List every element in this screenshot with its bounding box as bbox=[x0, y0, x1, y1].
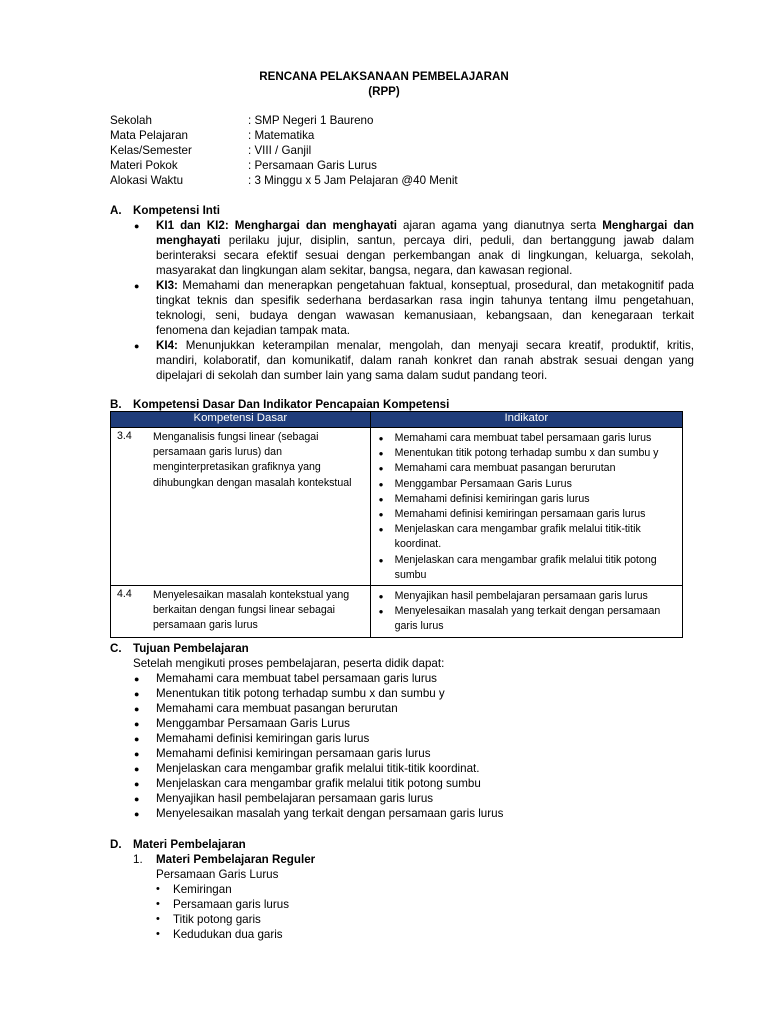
indicator-item: ● Memahami cara membuat pasangan berurutan bbox=[371, 461, 682, 476]
objective-item: Menyelesaikan masalah yang terkait dengan persamaan garis lurus bbox=[156, 807, 504, 820]
section-d-heading: Materi Pembelajaran bbox=[133, 838, 246, 851]
bullet-icon: • bbox=[156, 928, 160, 940]
identity-value: : Persamaan Garis Lurus bbox=[248, 159, 377, 172]
indicator-item: ● Menyajikan hasil pembelajaran persamaan garis lurus bbox=[371, 589, 682, 604]
material-item: Kemiringan bbox=[173, 883, 232, 896]
objective-item: Memahami cara membuat tabel persamaan garis lurus bbox=[156, 672, 437, 685]
material-topic: Persamaan Garis Lurus bbox=[156, 868, 279, 881]
ki12-line-3: berinteraksi secara efektif sesuai dengan perkembangan anak di lingkungan, keluarga, sekolah, bbox=[156, 249, 694, 262]
ki3-line-3: teknologi, seni, budaya dengan wawasan kemanusiaan, kebangsaan, dan kenegaraan terkait bbox=[156, 309, 694, 322]
kd-text-line: berkaitan dengan fungsi linear sebagai bbox=[153, 604, 335, 617]
objective-item: Menyajikan hasil pembelajaran persamaan garis lurus bbox=[156, 792, 434, 805]
indicator-item: ● Menjelaskan cara mengambar grafik melalui titik-titik koordinat. bbox=[371, 522, 682, 552]
ki12-line-4: masyarakat dan lingkungan alam sekitar, bangsa, negara, dan kawasan regional. bbox=[156, 264, 573, 277]
bullet-icon: • bbox=[156, 898, 160, 910]
ki4-line-1: KI4: Menunjukkan keterampilan menalar, mengolah, dan menyaji secara kreatif, produktif, kritis, bbox=[156, 339, 694, 352]
bullet-icon: ● bbox=[134, 809, 140, 819]
bullet-icon: ● bbox=[134, 674, 140, 684]
identity-label: Kelas/Semester bbox=[110, 144, 192, 157]
bullet-icon: ● bbox=[134, 341, 140, 351]
objective-item: Menggambar Persamaan Garis Lurus bbox=[156, 717, 350, 730]
section-b-letter: B. bbox=[110, 398, 122, 411]
kd-number: 4.4 bbox=[117, 588, 132, 601]
bullet-icon: ● bbox=[134, 719, 140, 729]
material-item: Kedudukan dua garis bbox=[173, 928, 283, 941]
bullet-icon: ● bbox=[134, 764, 140, 774]
material-item: Persamaan garis lurus bbox=[173, 898, 289, 911]
kd-text-line: Menganalisis fungsi linear (sebagai bbox=[153, 431, 319, 443]
indicator-item: ● Menggambar Persamaan Garis Lurus bbox=[371, 477, 682, 492]
material-item: Titik potong garis bbox=[173, 913, 261, 926]
kd-number: 3.4 bbox=[117, 430, 132, 442]
objective-item: Memahami definisi kemiringan persamaan garis lurus bbox=[156, 747, 431, 760]
table-header-row bbox=[111, 412, 683, 428]
kd-text-line: menginterpretasikan grafiknya yang bbox=[153, 461, 321, 474]
section-b-heading: Kompetensi Dasar Dan Indikator Pencapaian Kompetensi bbox=[133, 398, 450, 411]
ki3-line-1: KI3: Memahami dan menerapkan pengetahuan faktual, konseptual, prosedural, dan metakognitif pada bbox=[156, 279, 694, 292]
objective-item: Menentukan titik potong terhadap sumbu x dan sumbu y bbox=[156, 687, 445, 700]
bullet-icon: ● bbox=[134, 689, 140, 699]
kd-cell bbox=[111, 428, 371, 586]
table-row bbox=[111, 586, 683, 638]
indicator-item: ● Memahami definisi kemiringan persamaan garis lurus bbox=[371, 507, 682, 522]
objective-item: Menjelaskan cara mengambar grafik melalui titik-titik koordinat. bbox=[156, 762, 480, 775]
bullet-icon: • bbox=[156, 913, 160, 925]
identity-label: Alokasi Waktu bbox=[110, 174, 184, 187]
subsection-number: 1. bbox=[133, 853, 143, 866]
objective-item: Memahami cara membuat pasangan berurutan bbox=[156, 702, 398, 715]
kd-text-line: persamaan garis lurus) dan bbox=[153, 446, 282, 459]
identity-value: : VIII / Ganjil bbox=[248, 144, 312, 157]
bullet-icon: ● bbox=[134, 704, 140, 714]
indicator-item: ● Menyelesaikan masalah yang terkait dengan persamaan garis lurus bbox=[371, 604, 682, 634]
ki4-line-2: mandiri, kolaboratif, dan komunikatif, dalam ranah konkret dan ranah abstrak sesuai dengan yang bbox=[156, 354, 694, 367]
document-subtitle: (RPP) bbox=[368, 85, 400, 98]
identity-value: : SMP Negeri 1 Baureno bbox=[248, 114, 374, 127]
section-a-letter: A. bbox=[110, 204, 122, 217]
competency-table bbox=[110, 411, 683, 638]
table-header-indikator: Indikator bbox=[370, 412, 682, 428]
ki12-line-1: KI1 dan KI2: Menghargai dan menghayati ajaran agama yang dianutnya serta Menghargai dan bbox=[156, 219, 694, 232]
table-header-kd: Kompetensi Dasar bbox=[111, 412, 371, 428]
subsection-heading: Materi Pembelajaran Reguler bbox=[156, 853, 316, 866]
ki3-line-2: tingkat teknis dan spesifik sederhana berdasarkan rasa ingin tahunya tentang ilmu pengetahuan, bbox=[156, 294, 694, 307]
bullet-icon: • bbox=[156, 883, 160, 895]
ki3-line-4: fenomena dan kejadian tampak mata. bbox=[156, 324, 350, 337]
identity-value: : Matematika bbox=[248, 129, 315, 142]
indicator-item: ● Memahami definisi kemiringan garis lurus bbox=[371, 492, 682, 507]
kd-text-line: dihubungkan dengan masalah kontekstual bbox=[153, 476, 352, 489]
indicator-item: ● Memahami cara membuat tabel persamaan garis lurus bbox=[371, 431, 682, 446]
identity-label: Materi Pokok bbox=[110, 159, 178, 172]
indicator-item: ● Menentukan titik potong terhadap sumbu x dan sumbu y bbox=[371, 446, 682, 461]
identity-label: Mata Pelajaran bbox=[110, 129, 188, 142]
section-c-letter: C. bbox=[110, 642, 122, 655]
indicator-cell bbox=[370, 428, 682, 586]
document-title: RENCANA PELAKSANAAN PEMBELAJARAN bbox=[259, 70, 509, 83]
ki4-line-3: dipelajari di sekolah dan sumber lain yang sama dalam sudut pandang teori. bbox=[156, 369, 548, 382]
bullet-icon: ● bbox=[134, 794, 140, 804]
kd-cell bbox=[111, 586, 371, 638]
bullet-icon: ● bbox=[134, 734, 140, 744]
indicator-cell bbox=[370, 586, 682, 638]
ki12-line-2: menghayati perilaku jujur, disiplin, santun, percaya diri, peduli, dan bertanggung jawab dalam bbox=[156, 234, 694, 247]
section-c-heading: Tujuan Pembelajaran bbox=[133, 642, 249, 655]
section-c-intro: Setelah mengikuti proses pembelajaran, peserta didik dapat: bbox=[133, 657, 445, 670]
kd-text-line: Menyelesaikan masalah kontekstual yang bbox=[153, 589, 350, 602]
table-row bbox=[111, 428, 683, 586]
identity-value: : 3 Minggu x 5 Jam Pelajaran @40 Menit bbox=[248, 174, 458, 187]
bullet-icon: ● bbox=[134, 779, 140, 789]
objective-item: Menjelaskan cara mengambar grafik melalui titik potong sumbu bbox=[156, 777, 481, 790]
indicator-item: ● Menjelaskan cara mengambar grafik melalui titik potong sumbu bbox=[371, 553, 682, 583]
identity-label: Sekolah bbox=[110, 114, 152, 127]
kd-text-line: persamaan garis lurus bbox=[153, 619, 258, 632]
section-a-heading: Kompetensi Inti bbox=[133, 204, 220, 217]
bullet-icon: ● bbox=[134, 221, 140, 231]
objective-item: Memahami definisi kemiringan garis lurus bbox=[156, 732, 370, 745]
bullet-icon: ● bbox=[134, 749, 140, 759]
section-d-letter: D. bbox=[110, 838, 122, 851]
bullet-icon: ● bbox=[134, 281, 140, 291]
